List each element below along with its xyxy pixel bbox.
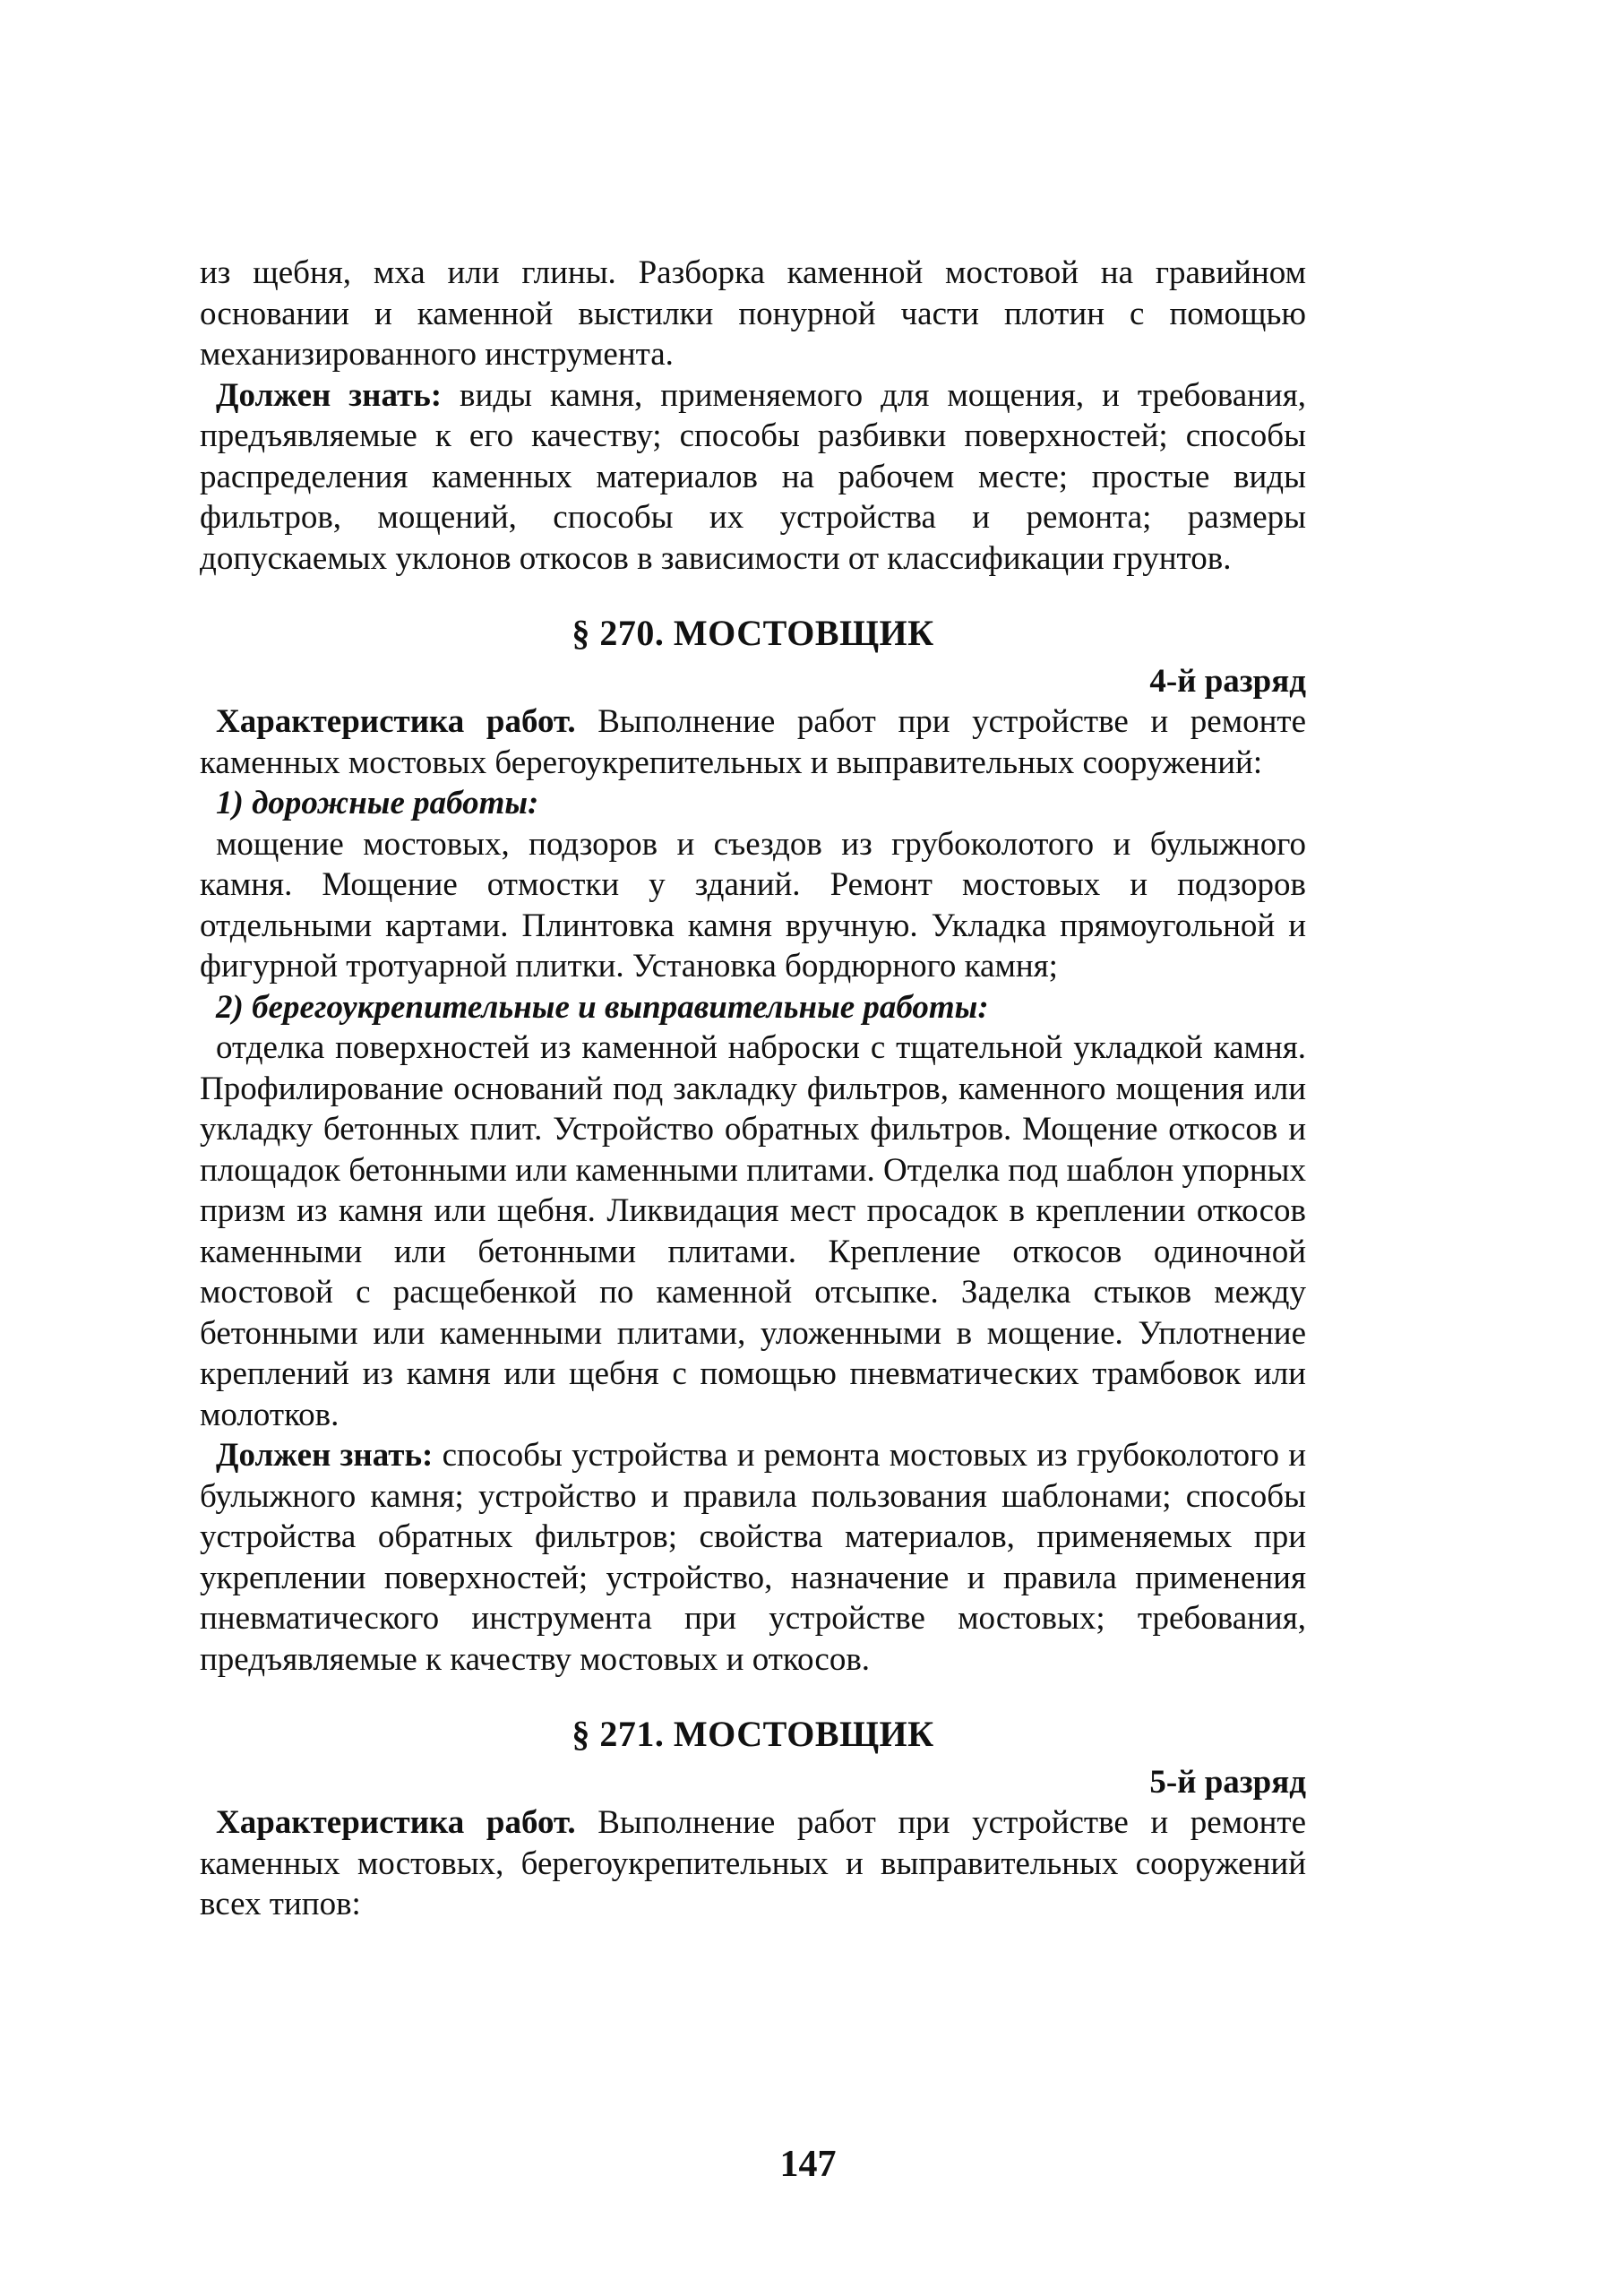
intro-paragraph: из щебня, мха или глины. Разборка каменной мостовой на гравийном основании и каменной выстилки понурной части плотин с помощью механизированного инструмента. (200, 254, 1306, 373)
section-271-characteristics (200, 1802, 1306, 1925)
section-270-know-text: способы устройства и ремонта мостовых из грубоколотого и булыжного камня; устройство и правила пользования шаблонами; способы устройства обратных фильтров; свойства материалов, применяемых при укреплении поверхностей; устройство, назначение и правила применения пневматического инструмента при устройстве мостовых; требования, предъявляемые к качеству мостовых и откосов. (200, 1437, 1306, 1678)
section-270-char-text: Выполнение работ при устройстве и ремонте каменных мостовых берегоукрепительных и выправительных сооружений: (200, 703, 1307, 781)
section-270-sub1-text: мощение мостовых, подзоров и съездов из грубоколотого и булыжного камня. Мощение отмостки у зданий. Ремонт мостовых и подзоров отдельными картами. Плинтовка камня вручную. Укладка прямоугольной и фигурной тротуарной плитки. Установка бордюрного камня; (200, 825, 1306, 985)
section-271-char-label: Характеристика работ. (216, 1804, 576, 1841)
intro-know-text: виды камня, применяемого для мощения, и требования, предъявляемые к его качеству; способы разбивки поверхностей; способы распределения каменных материалов на рабочем месте; простые виды фильтров, мощений, способы их устройства и ремонта; размеры допускаемых уклонов откосов в зависимости от классификации грунтов. (200, 376, 1306, 577)
section-270-characteristics (200, 701, 1306, 783)
section-271-grade: 5-й разряд (1149, 1763, 1306, 1801)
page-number: 147 (779, 2144, 837, 2185)
intro-know-paragraph (200, 375, 1306, 580)
section-270-title: § 270. МОСТОВЩИК (572, 613, 934, 653)
section-270-char-label: Характеристика работ. (216, 703, 576, 740)
section-270-grade: 4-й разряд (1149, 662, 1306, 700)
section-270-know-label: Должен знать: (216, 1437, 434, 1474)
section-271-char-text: Выполнение работ при устройстве и ремонте каменных мостовых, берегоукрепительных и выправительных сооружений всех типов: (200, 1804, 1307, 1922)
intro-know-label: Должен знать: (216, 376, 443, 414)
section-270-know-paragraph (200, 1435, 1306, 1680)
section-271-title: § 271. МОСТОВЩИК (572, 1714, 934, 1754)
section-270-sub2-title: 2) берегоукрепительные и выправительные работы: (216, 988, 989, 1026)
section-270-sub2-text: отделка поверхностей из каменной наброски с тщательной укладкой камня. Профилирование оснований под закладку фильтров, каменного мощения или укладку бетонных плит. Устройство обратных фильтров. Мощение откосов и площадок бетонными или каменными плитами. Отделка под шаблон упорных призм из камня или щебня. Ликвидация мест просадок в креплении откосов каменными или бетонными плитами. Крепление откосов одиночной мостовой с расщебенкой по каменной отсыпке. Заделка стыков между бетонными или каменными плитами, уложенными в мощение. Уплотнение креплений из камня или щебня с помощью пневматических трамбовок или молотков. (200, 1029, 1306, 1433)
section-270-sub1-title: 1) дорожные работы: (216, 785, 539, 821)
text-column (200, 253, 1306, 1925)
